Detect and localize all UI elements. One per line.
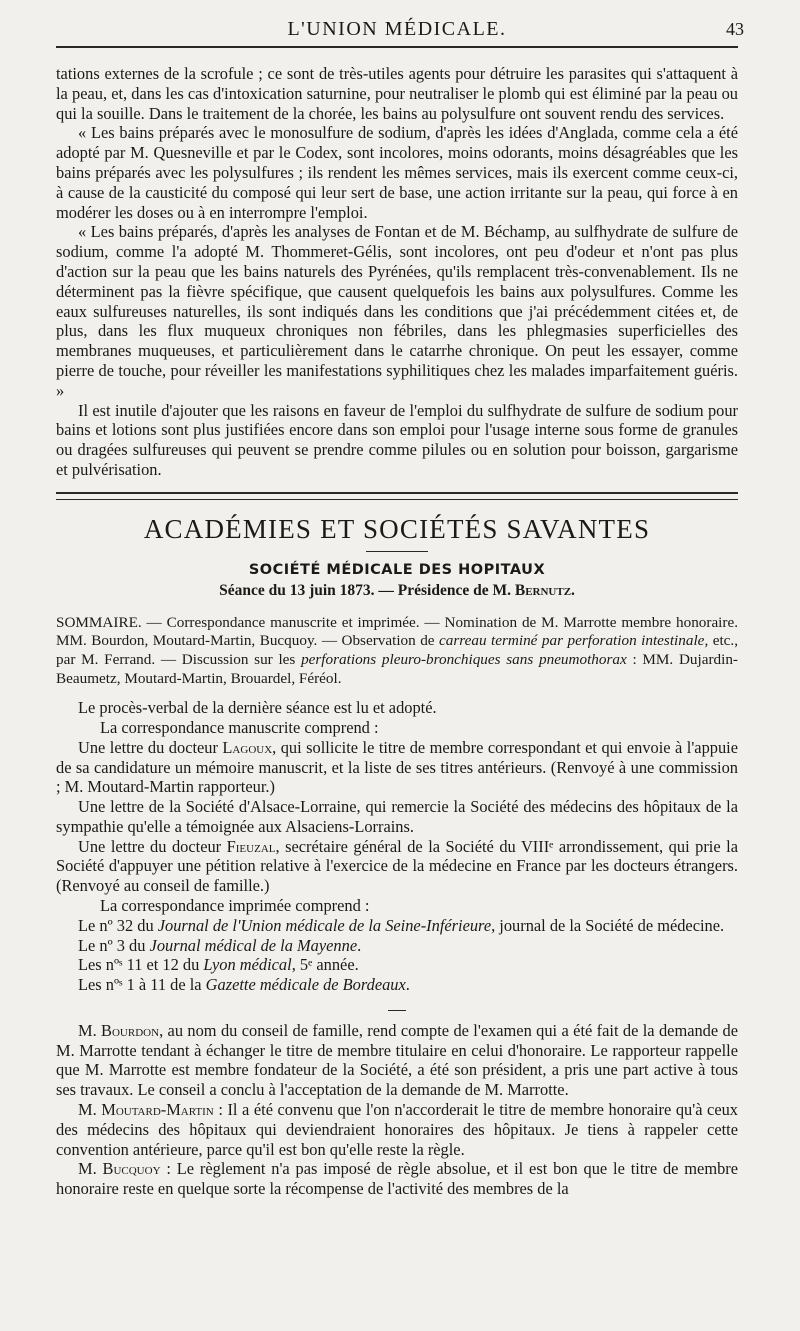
- sommaire-text: : MM. Dujardin-Beaumetz, Moutard-Martin, Brouardel, Féréol.: [56, 650, 738, 687]
- paragraph: Il est inutile d'ajouter que les raisons en faveur de l'emploi du sulfhydrate de sulfure de sodium pour bains et lotions sont plus justifiées encore dans son emploi pour l'usage interne sous forme de granules ou dragées sulfureuses qui peuvent se prendre comme pilules ou en solution pour boisson, gargarisme et pulvérisation.: [56, 400, 738, 479]
- running-title: L'UNION MÉDICALE.: [287, 18, 507, 40]
- journal-item: [56, 955, 738, 975]
- paragraph: La correspondance manuscrite comprend :: [100, 717, 379, 737]
- proceedings: [56, 698, 738, 1199]
- sommaire-text: — Correspondance manuscrite et imprimée. — Nomination de M. Marrotte membre honoraire. MM. Bourdon, Moutard-Martin, Bucquoy. — Observation de: [56, 613, 738, 650]
- letter-text: , qui sollicite le titre de membre correspondant et qui envoie à l'appuie de sa candidature un mémoire manuscrit, et la liste de ses titres antérieurs. (Renvoyé à une commission ; M. Moutard-Martin rapporteur.): [56, 737, 738, 797]
- letter-item: Une lettre de la Société d'Alsace-Lorraine, qui remercie la Société des médecins des hôpitaux de la sympathie qu'elle a témoignée aux Alsaciens-Lorrains.: [56, 797, 738, 836]
- separator-dash: [56, 999, 738, 1019]
- journal-text: , 5ᵉ année.: [291, 955, 359, 975]
- page-number: 43: [726, 19, 744, 39]
- journal-item: [56, 975, 738, 995]
- speaker-paragraph: [56, 1100, 738, 1159]
- paragraph: Le procès-verbal de la dernière séance est lu et adopté.: [78, 698, 437, 718]
- sommaire-text: , etc., par M. Ferrand. — Discussion sur les: [56, 632, 739, 668]
- sommaire-italic: perforations pleuro-bronchiques sans pneumothorax: [301, 650, 627, 668]
- speaker-text: : Il a été convenu que l'on n'accorderait le titre de membre honoraire qu'à ceux des médecins des hôpitaux qui deviendraient honoraires des hôpitaux. Je tiens à rappeler cette convention antérieure, parce qu'il est bon qu'elle reste la règle.: [56, 1100, 738, 1159]
- sommaire-italic: carreau terminé par perforation intestinale: [439, 632, 705, 650]
- article-continuation: [56, 48, 738, 480]
- journal-text: Les nºˢ 11 et 12 du: [78, 955, 204, 975]
- journal-item: [56, 936, 738, 956]
- journal-text: Le nº 32 du: [78, 915, 158, 935]
- journal-text: Les nºˢ 1 à 11 de la: [78, 975, 206, 995]
- letter-text: , secrétaire général de la Société du VIIIᵉ arrondissement, qui prie la Société d'appuyer une pétition relative à l'exercice de la médecine en France par les docteurs étrangers. (Renvoyé au conseil de famille.): [56, 836, 739, 896]
- journal-text: Le nº 3 du: [78, 935, 150, 955]
- sommaire-label: SOMMAIRE.: [56, 613, 142, 631]
- speaker-name: M. Bourdon: [78, 1020, 160, 1040]
- speaker-paragraph: [56, 1021, 738, 1100]
- letter-item: [56, 837, 738, 896]
- speaker-text: , au nom du conseil de famille, rend compte de l'examen qui a été fait de la demande de M. Marrotte tendant à échanger le titre de membre titulaire en celui d'honoraire. Le rapporteur rappelle que M. Marrotte est membre fondateur de la Société, a été son président, a pris une part active à tous ses travaux. Le conseil a conclu à l'acceptation de la demande de M. Marrotte.: [56, 1020, 738, 1100]
- letter-text: Une lettre du docteur: [78, 737, 223, 757]
- section-title: ACADÉMIES ET SOCIÉTÉS SAVANTES: [143, 513, 651, 544]
- journal-item: [56, 916, 738, 936]
- seance-text: Séance du 13 juin 1873. — Présidence de M.: [219, 581, 515, 599]
- seance-end: .: [571, 581, 575, 599]
- journal-text: .: [405, 975, 410, 995]
- society-heading: SOCIÉTÉ MÉDICALE DES HOPITAUX: [248, 561, 546, 578]
- letter-text: Une lettre du docteur: [78, 836, 227, 856]
- person-name: Fieuzal: [226, 836, 276, 856]
- journal-title: Journal médical de la Mayenne: [149, 935, 358, 955]
- journal-text: , journal de la Société de médecine.: [491, 915, 725, 935]
- speaker-paragraph: [56, 1159, 738, 1199]
- paragraph: « Les bains préparés avec le monosulfure de sodium, d'après les idées d'Anglada, comme cela a été adopté par M. Quesneville et par le Codex, sont incolores, moins odorants, moins désagréables que les bains préparés avec les polysulfures ; ils rendent les mêmes services, mais ils exercent comme ceux-ci, à cause de la causticité du composé qui leur sert de base, une action irritante sur la peau, qui force à en modérer les doses ou à en interrompre l'emploi.: [56, 123, 738, 222]
- journal-title: Journal de l'Union médicale de la Seine-Inférieure: [157, 915, 492, 935]
- seance-line: [56, 582, 738, 600]
- journal-list: [56, 916, 738, 995]
- section-divider: [56, 492, 738, 500]
- speaker-text: : Le règlement n'a pas imposé de règle absolue, et il est bon que le titre de membre honoraire reste en quelque sorte la récompense de l'activité des membres de la: [56, 1159, 738, 1199]
- journal-title: Lyon médical: [203, 955, 292, 975]
- letter-item: [56, 738, 738, 797]
- president-name: Bernutz: [514, 581, 572, 599]
- sommaire: [56, 614, 738, 688]
- title-rule: [366, 551, 428, 552]
- paragraph: tations externes de la scrofule ; ce sont de très-utiles agents pour détruire les parasites qui s'attaquent à la peau, et, dans les cas d'intoxication saturnine, pour neutraliser le plomb qui est éliminé par la peau ou qui la souille. Dans le traitement de la chorée, les bains au polysulfure ont souvent rendu des services.: [56, 64, 738, 123]
- paragraph: La correspondance imprimée comprend :: [100, 896, 370, 916]
- journal-text: .: [357, 935, 362, 955]
- paragraph: « Les bains préparés, d'après les analyses de Fontan et de M. Béchamp, au sulfhydrate de sulfure de sodium, comme l'a adopté M. Thommeret-Gélis, sont incolores, ont peu d'odeur et n'ont pas plus d'action sur la peau que les bains naturels des Pyrénées, qu'ils remplacent très-convenablement. Ils ne déterminent pas la fièvre spécifique, que causent quelquefois les bains aux polysulfures. Comme les eaux sulfureuses naturelles, ils sont indiqués dans les conditions que j'ai précédemment citées et, de plus, dans les flux muqueux chroniques non fébriles, dans les phlegmasies superficielles des membranes muqueuses, et particulièrement dans le catarrhe chronique. On peut les essayer, comme pierre de touche, pour réveiller les manifestations syphilitiques chez les malades imparfaitement guéris. »: [56, 222, 738, 400]
- person-name: Lagoux: [222, 737, 273, 757]
- journal-title: Gazette médicale de Bordeaux: [205, 975, 406, 995]
- speaker-name: M. Bucquoy: [78, 1159, 161, 1179]
- page-header: [56, 0, 744, 48]
- speaker-name: M. Moutard-Martin: [78, 1100, 214, 1120]
